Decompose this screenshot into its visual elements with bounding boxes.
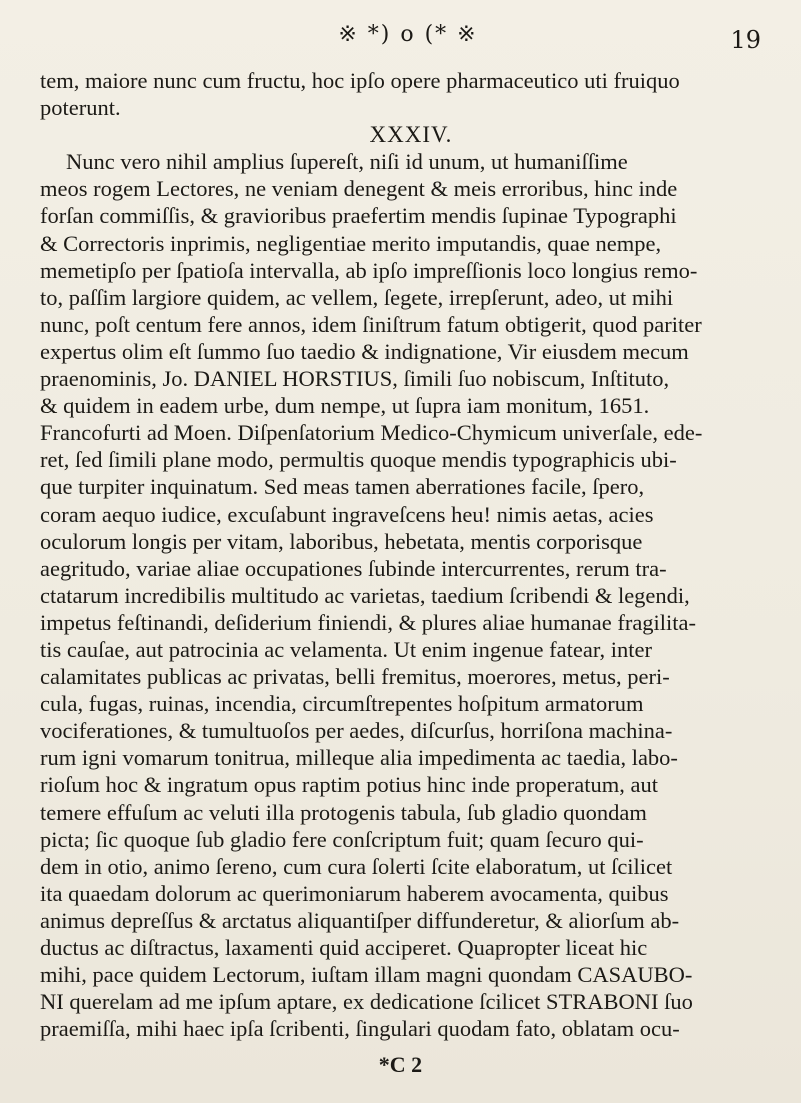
- text-line: vociferationes, & tumultuoſos per aedes, diſcurſus, horriſona machina-: [40, 718, 673, 744]
- text-line: ctatarum incredibilis multitudo ac varietas, taedium ſcribendi & legendi,: [40, 582, 690, 608]
- page-number: 19: [730, 26, 761, 54]
- text-line: Nunc vero nihil amplius ſupereſt, niſi id unum, ut humaniſſime: [66, 149, 628, 175]
- signature-mark: *C 2: [378, 1052, 423, 1077]
- text-line: memetipſo per ſpatioſa intervalla, ab ipſo impreſſionis loco longius remo-: [40, 257, 698, 283]
- text-line: ita quaedam dolorum ac querimoniarum haberem avocamenta, quibus: [40, 880, 669, 906]
- text-line: aegritudo, variae aliae occupationes ſubinde intercurrentes, rerum tra-: [40, 555, 667, 581]
- text-line: praemiſſa, mihi haec ipſa ſcribenti, ſingulari quodam fato, oblatam ocu-: [40, 1016, 680, 1042]
- text-line: temere effuſum ac veluti illa protogenis tabula, ſub gladio quondam: [40, 799, 647, 825]
- text-line: impetus feſtinandi, deſiderium finiendi, & plures aliae humanae fragilita-: [40, 609, 697, 635]
- text-line: tem, maiore nunc cum fructu, hoc ipſo opere pharmaceutico uti fruiquo: [40, 68, 680, 93]
- text-line: to, paſſim largiore quidem, ac vellem, ſegete, irrepſerunt, adeo, ut mihi: [40, 284, 674, 310]
- text-line: praenominis, Jo. DANIEL HORSTIUS, ſimili ſuo nobiscum, Inſtituto,: [40, 366, 670, 392]
- text-line: coram aequo iudice, excuſabunt ingraveſcens heu! nimis aetas, acies: [40, 501, 654, 527]
- page-header: [0, 22, 801, 62]
- text-line: nunc, poſt centum fere annos, idem ſiniſtrum fatum obtigerit, quod pariter: [40, 311, 702, 337]
- text-line: tis cauſae, aut patrocinia ac velamenta. Ut enim ingenue fatear, inter: [40, 636, 652, 662]
- text-line: oculorum longis per vitam, laboribus, hebetata, mentis corporisque: [40, 528, 643, 554]
- text-line: meos rogem Lectores, ne veniam denegent & meis erroribus, hinc inde: [40, 176, 678, 202]
- header-ornament: ※ *) o (* ※: [338, 22, 478, 47]
- text-line: cula, fugas, ruinas, incendia, circumſtrepentes hoſpitum armatorum: [40, 691, 644, 717]
- section-heading: XXXIV.: [369, 122, 453, 148]
- text-line: & quidem in eadem urbe, dum nempe, ut ſupra iam monitum, 1651.: [40, 393, 650, 419]
- text-line: expertus olim eſt ſummo ſuo taedio & indignatione, Vir eiusdem mecum: [40, 338, 689, 364]
- text-line: Francofurti ad Moen. Diſpenſatorium Medico-Chymicum univerſale, ede-: [40, 420, 703, 446]
- text-line: & Correctoris inprimis, negligentiae merito imputandis, quae nempe,: [40, 230, 662, 256]
- text-line: ductus ac diſtractus, laxamenti quid acciperet. Quapropter liceat hic: [40, 935, 648, 960]
- body-text: [40, 67, 772, 1042]
- text-line: animus depreſſus & arctatus aliquantiſper diffunderetur, & aliorſum ab-: [40, 907, 680, 933]
- text-line: forſan commiſſis, & gravioribus praefertim mendis ſupinae Typographi: [40, 203, 677, 229]
- text-line: que turpiter inquinatum. Sed meas tamen aberrationes facile, ſpero,: [40, 474, 645, 500]
- text-line: NI querelam ad me ipſum aptare, ex dedicatione ſcilicet STRABONI ſuo: [40, 989, 693, 1015]
- text-line: rioſum hoc & ingratum opus raptim potius hinc inde properatum, aut: [40, 772, 659, 798]
- text-line: ret, ſed ſimili plane modo, permultis quoque mendis typographicis ubi-: [40, 447, 677, 473]
- text-line: calamitates publicas ac privatas, belli fremitus, moerores, metus, peri-: [40, 664, 670, 690]
- text-line: mihi, pace quidem Lectorum, iuſtam illam magni quondam CASAUBO-: [40, 962, 693, 988]
- text-line: poterunt.: [40, 95, 121, 121]
- text-line: picta; ſic quoque ſub gladio fere conſcriptum fuit; quam ſecuro qui-: [40, 826, 644, 852]
- text-line: dem in otio, animo ſereno, cum cura ſolerti ſcite elaboratum, ut ſcilicet: [40, 853, 673, 879]
- text-line: rum igni vomarum tonitrua, milleque alia impedimenta ac taedia, labo-: [40, 745, 678, 771]
